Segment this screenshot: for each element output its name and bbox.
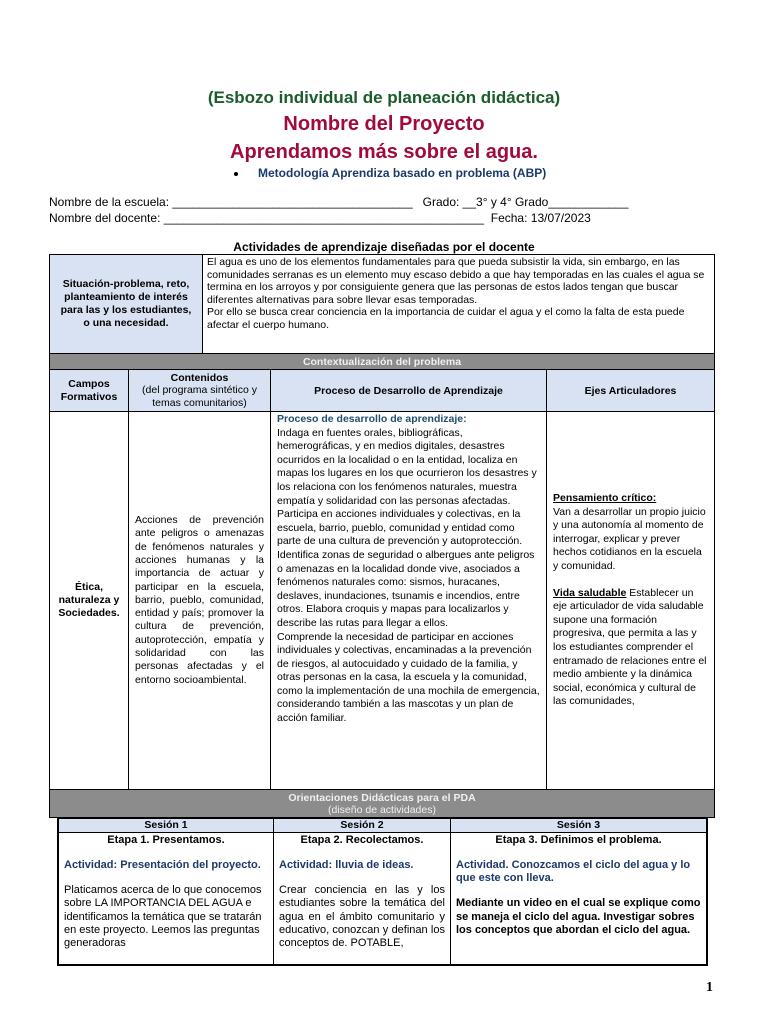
- orient-band: [50, 790, 715, 818]
- teacher-field-line: Nombre del docente: ________________________________________________ Fecha: 13/07/2023: [49, 211, 591, 225]
- sessions-table: [57, 817, 708, 966]
- proceso-text-4: Comprende la necesidad de participar en acciones individuales y colectivas, encaminadas a la prevención de riesgos, al autocuidado y cuidado de la familia, y otras personas en la casa, la escuela y la comunidad, como la implementación de una mochila de emergencia, considerando también a las mascotas y un plan de acción familiar.: [277, 630, 540, 725]
- bullet-icon: [234, 172, 238, 176]
- proceso-text-2: Participa en acciones individuales y colectivas, en la escuela, barrio, pueblo, comunidad y entidad como parte de una cultura de prevención y autoprotección.: [277, 508, 523, 548]
- session-1-activity: Actividad: Presentación del proyecto.: [64, 858, 261, 871]
- page-number: 1: [706, 980, 713, 995]
- activities-title: Actividades de aprendizaje diseñadas por el docente: [233, 240, 535, 254]
- proceso-text-3: Identifica zonas de seguridad o albergues ante peligros o amenazas en la localidad donde vive, asociados a fenómenos naturales como: sismos, huracanes, deslaves, inundaciones, tsunamis e incendios, entre otros. Elabora croquis y mapas para localizarlos y describe las rutas para llegar a ellos.: [277, 548, 535, 629]
- proceso-text-1: Indaga en fuentes orales, bibliográficas, hemerográficas, y en medios digitales, desastres ocurridos en la localidad o en la entidad, localiza en mapas los lugares en los que ocurrieron los desastres y los relaciona con los fenómenos naturales, muestra empatía y solidaridad con las personas afectadas.: [277, 426, 537, 507]
- situation-text-1: El agua es uno de los elementos fundamentales para que pueda subsistir la vida, sin embargo, en las comunidades serranas es un elemento muy escaso debido a que hay temporadas en las cuales el agua se termina en los arroyos y por consiguiente genera que las personas de estos lados tengan que buscar diferentes alternativas para sobre llevar esas temporadas.: [207, 256, 705, 306]
- situation-text-cell: [203, 255, 715, 354]
- session-2-header: Sesión 2: [274, 818, 451, 832]
- orient-title: Orientaciones Didácticas para el PDA: [288, 791, 476, 804]
- session-1-cell: [58, 832, 274, 965]
- session-2-cell: [274, 832, 451, 965]
- methodology-text: Metodología Aprendiza basado en problema (ABP): [258, 166, 547, 180]
- session-1-header: Sesión 1: [58, 818, 274, 832]
- col-campos: Campos Formativos: [50, 370, 129, 412]
- outline-title: (Esbozo individual de planeación didáctica): [207, 88, 561, 107]
- campo-cell: Ética, naturaleza y Sociedades.: [50, 412, 129, 790]
- col-ejes: Ejes Articuladores: [547, 370, 715, 412]
- session-3-text: Mediante un video en el cual se explique como se maneja el ciclo del agua. Investigar sobres los conceptos que abordan el ciclo del agua.: [456, 897, 701, 936]
- project-name: Aprendamos más sobre el agua.: [230, 141, 538, 163]
- contenido-cell: [129, 412, 271, 790]
- proceso-cell: [271, 412, 547, 790]
- session-3-cell: [451, 832, 708, 965]
- session-3-activity: Actividad. Conozcamos el ciclo del agua y lo que este con lleva.: [456, 858, 691, 885]
- session-2-activity: Actividad: lluvia de ideas.: [279, 858, 414, 871]
- ejes-cell: [547, 412, 715, 790]
- eje1-text: Van a desarrollar un propio juicio y una autonomía al momento de interrogar, explicar y prever hechos cotidianos en la escuela y comunidad.: [553, 505, 706, 573]
- situation-label: Situación-problema, reto, planteamiento de interés para las y los estudiantes, o una necesidad.: [60, 278, 192, 329]
- contenido-text: Acciones de prevención ante peligros o amenazas de fenómenos naturales y acciones humanas y la importancia de actuar y participar en la escuela, barrio, pueblo, comunidad, entidad y país; promover la cultura de prevención, autoprotección, empatía y solidaridad con las personas afectadas y el entorno socioambiental.: [135, 514, 264, 686]
- col-contenidos: [129, 370, 271, 412]
- context-table: [49, 353, 715, 818]
- session-3-header: Sesión 3: [451, 818, 708, 832]
- session-1-text: Platicamos acerca de lo que conocemos sobre LA IMPORTANCIA DEL AGUA e identificamos la temática que se tratarán en este proyecto. Leemos las preguntas generadoras: [64, 884, 262, 950]
- col-contenidos-title: Contenidos: [170, 371, 229, 384]
- eje2-title: Vida saludable: [553, 586, 627, 599]
- school-field-line: Nombre de la escuela: ____________________________________ Grado: __3° y 4° Grado____________: [49, 195, 629, 209]
- project-label: Nombre del Proyecto: [283, 113, 485, 135]
- eje2-text: Establecer un eje articulador de vida saludable supone una formación progresiva, que permita a las y los estudiantes comprender el entramado de relaciones entre el medio ambiente y la dinámica social, económica y cultural de las comunidades,: [553, 586, 707, 708]
- col-proceso: Proceso de Desarrollo de Aprendizaje: [271, 370, 547, 412]
- col-contenidos-sub: (del programa sintético y temas comunitarios): [142, 384, 257, 409]
- session-2-text: Crear conciencia en las y los estudiantes sobre la temática del agua en el ámbito comunitario y educativo, conozcan y definan los conceptos de. POTABLE,: [279, 884, 445, 950]
- proceso-title: Proceso de desarrollo de aprendizaje:: [277, 413, 467, 425]
- situation-table: [49, 254, 715, 354]
- context-band: Contextualización del problema: [50, 354, 715, 370]
- session-1-stage: Etapa 1. Presentamos.: [107, 833, 225, 846]
- eje1-title: Pensamiento crítico:: [553, 492, 657, 505]
- eje2-block: [553, 587, 708, 709]
- orient-subtitle: (diseño de actividades): [328, 803, 436, 816]
- session-2-stage: Etapa 2. Recolectamos.: [300, 833, 424, 846]
- situation-label-cell: [50, 255, 203, 354]
- session-3-stage: Etapa 3. Definimos el problema.: [495, 833, 662, 846]
- methodology-bullet: [234, 166, 546, 180]
- situation-text-2: Por ello se busca crear conciencia en la importancia de cuidar el agua y el como la falta de esta puede afectar el cuerpo humano.: [207, 306, 685, 331]
